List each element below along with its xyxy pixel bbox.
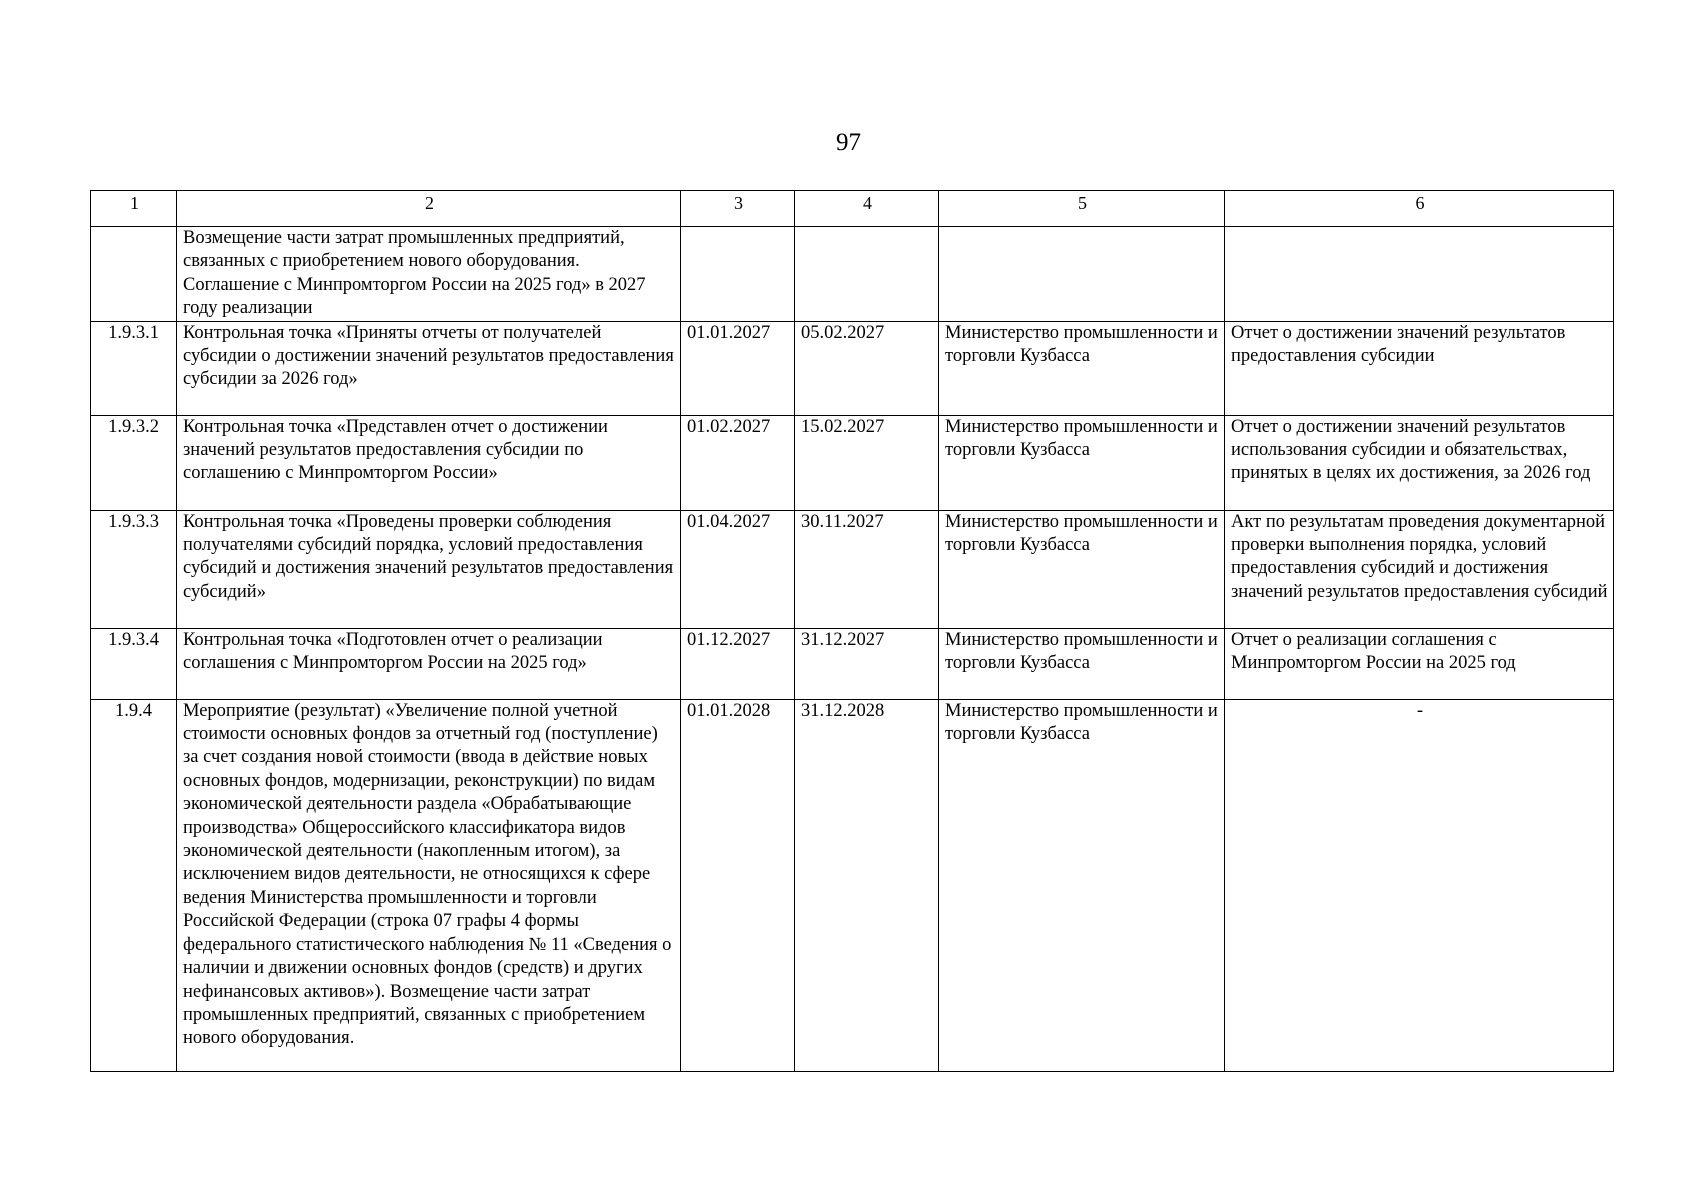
- row-responsible: Министерство промышленности и торговли Кузбасса: [939, 699, 1225, 1071]
- column-header: 3: [681, 191, 795, 227]
- column-header: 6: [1225, 191, 1614, 227]
- row-end-date: 15.02.2027: [795, 415, 939, 510]
- row-result: Отчет о достижении значений результатов предоставления субсидии: [1225, 321, 1614, 415]
- row-start-date: 01.04.2027: [681, 510, 795, 628]
- row-result: [1225, 227, 1614, 322]
- table-row: [91, 510, 1614, 628]
- row-name: Возмещение части затрат промышленных предприятий, связанных с приобретением нового оборудования. Соглашение с Минпромторгом России на 2025 год» в 2027 году реализации: [177, 227, 681, 322]
- row-end-date: 30.11.2027: [795, 510, 939, 628]
- row-name: Контрольная точка «Проведены проверки соблюдения получателями субсидий порядка, условий предоставления субсидий и достижения значений результатов предоставления субсидий»: [177, 510, 681, 628]
- row-start-date: 01.01.2028: [681, 699, 795, 1071]
- column-header: 4: [795, 191, 939, 227]
- table-row: [91, 415, 1614, 510]
- row-result: Отчет о достижении значений результатов использования субсидии и обязательствах, принятых в целях их достижения, за 2026 год: [1225, 415, 1614, 510]
- row-responsible: Министерство промышленности и торговли Кузбасса: [939, 321, 1225, 415]
- table-row: [91, 227, 1614, 322]
- row-name: Контрольная точка «Подготовлен отчет о реализации соглашения с Минпромторгом России на 2025 год»: [177, 628, 681, 699]
- table-row: [91, 699, 1614, 1071]
- row-responsible: Министерство промышленности и торговли Кузбасса: [939, 628, 1225, 699]
- row-start-date: 01.12.2027: [681, 628, 795, 699]
- row-name: Контрольная точка «Приняты отчеты от получателей субсидии о достижении значений результатов предоставления субсидии за 2026 год»: [177, 321, 681, 415]
- row-responsible: Министерство промышленности и торговли Кузбасса: [939, 510, 1225, 628]
- row-number: 1.9.4: [91, 699, 177, 1071]
- row-name: Контрольная точка «Представлен отчет о достижении значений результатов предоставления субсидии по соглашению с Минпромторгом России»: [177, 415, 681, 510]
- plan-table: [90, 190, 1614, 1072]
- column-header: 5: [939, 191, 1225, 227]
- row-name: Мероприятие (результат) «Увеличение полной учетной стоимости основных фондов за отчетный год (поступление) за счет создания новой стоимости (ввода в действие новых основных фондов, модернизации, реконструкции) по видам экономической деятельности раздела «Обрабатывающие производства» Общероссийского классификатора видов экономической деятельности (накопленным итогом), за исключением видов деятельности, не относящихся к сфере ведения Министерства промышленности и торговли Российской Федерации (строка 07 графы 4 формы федерального статистического наблюдения № 11 «Сведения о наличии и движении основных фондов (средств) и других нефинансовых активов»). Возмещение части затрат промышленных предприятий, связанных с приобретением нового оборудования.: [177, 699, 681, 1071]
- row-responsible: Министерство промышленности и торговли Кузбасса: [939, 415, 1225, 510]
- column-header: 2: [177, 191, 681, 227]
- row-number: 1.9.3.1: [91, 321, 177, 415]
- row-number: 1.9.3.4: [91, 628, 177, 699]
- page-number: 97: [836, 129, 861, 156]
- row-number: 1.9.3.3: [91, 510, 177, 628]
- row-start-date: [681, 227, 795, 322]
- table-row: [91, 321, 1614, 415]
- table-header-row: [91, 191, 1614, 227]
- row-result: -: [1225, 699, 1614, 1071]
- row-responsible: [939, 227, 1225, 322]
- row-end-date: 05.02.2027: [795, 321, 939, 415]
- row-number: 1.9.3.2: [91, 415, 177, 510]
- row-number: [91, 227, 177, 322]
- column-header: 1: [91, 191, 177, 227]
- row-end-date: [795, 227, 939, 322]
- row-start-date: 01.02.2027: [681, 415, 795, 510]
- row-result: Отчет о реализации соглашения с Минпромторгом России на 2025 год: [1225, 628, 1614, 699]
- row-start-date: 01.01.2027: [681, 321, 795, 415]
- table-row: [91, 628, 1614, 699]
- row-result: Акт по результатам проведения документарной проверки выполнения порядка, условий предоставления субсидий и достижения значений результатов предоставления субсидий: [1225, 510, 1614, 628]
- row-end-date: 31.12.2027: [795, 628, 939, 699]
- row-end-date: 31.12.2028: [795, 699, 939, 1071]
